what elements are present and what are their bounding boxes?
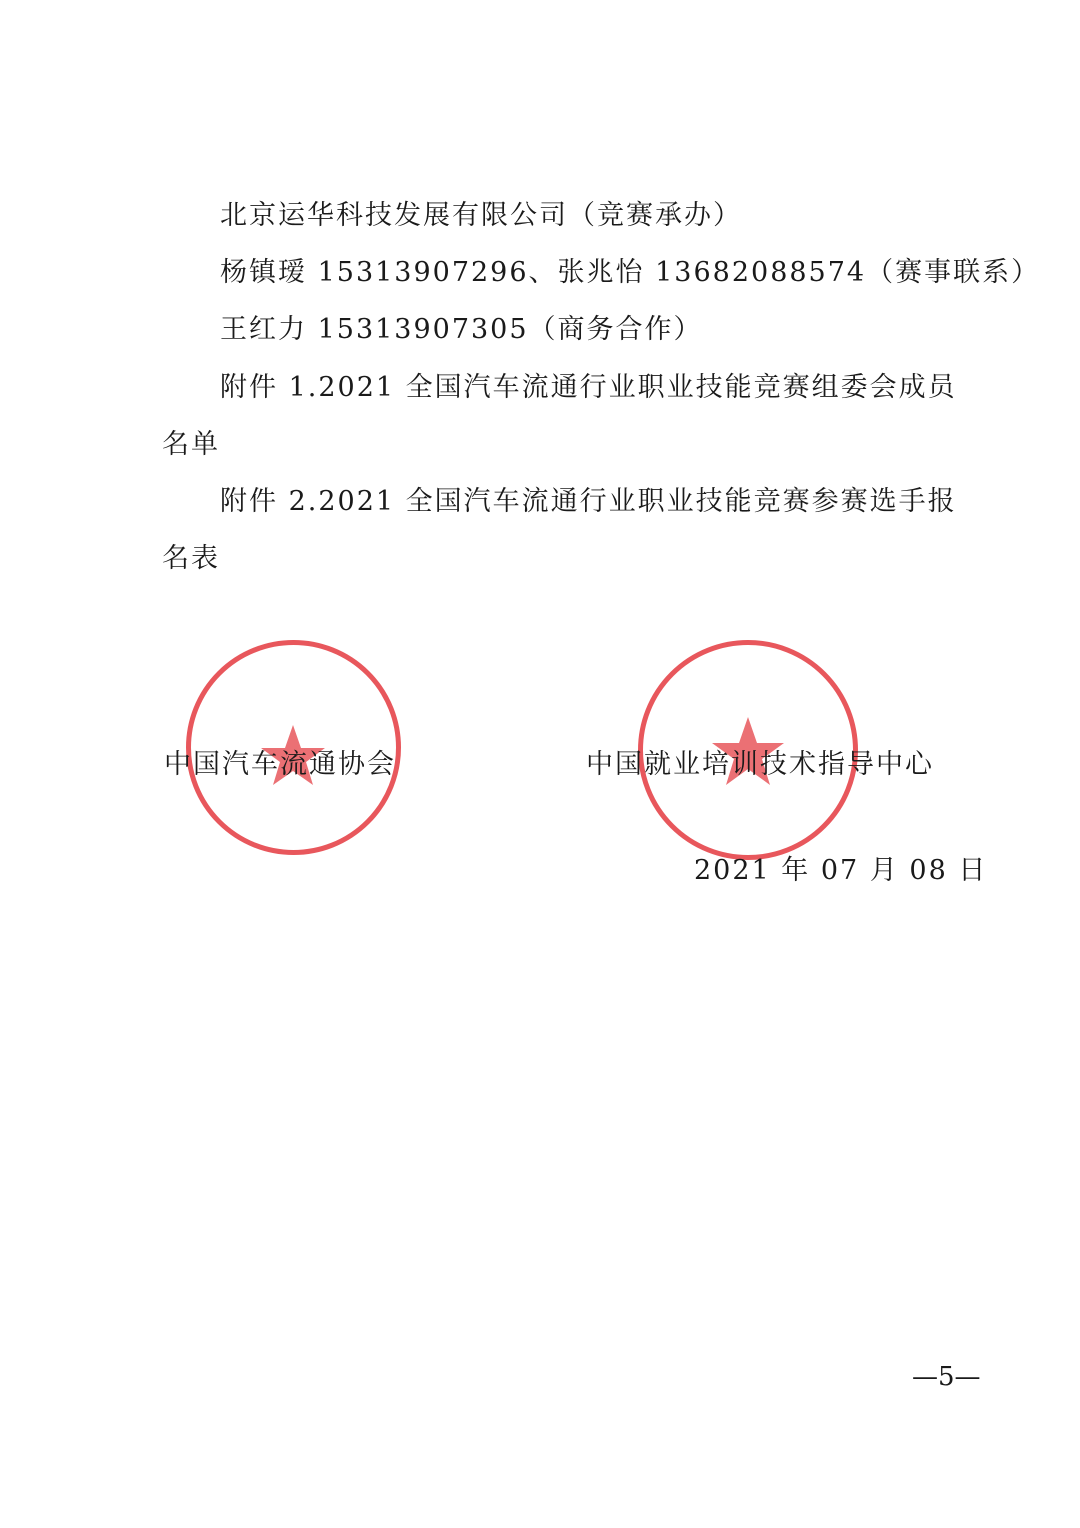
organizer-line: 北京运华科技发展有限公司（竞赛承办） xyxy=(220,200,742,231)
page-number: —5— xyxy=(912,1362,981,1392)
contact-line: 杨镇瑷 15313907296、张兆怡 13682088574（赛事联系） xyxy=(220,257,1041,288)
attachment-1-cont: 名单 xyxy=(162,429,220,460)
signature-left: 中国汽车流通协会 xyxy=(164,749,396,780)
attachment-1: 附件 1.2021 全国汽车流通行业职业技能竞赛组委会成员 xyxy=(220,372,957,403)
attachment-2: 附件 2.2021 全国汽车流通行业职业技能竞赛参赛选手报 xyxy=(220,486,957,517)
signature-right: 中国就业培训技术指导中心 xyxy=(586,749,934,780)
date: 2021 年 07 月 08 日 xyxy=(694,855,988,886)
business-line: 王红力 15313907305（商务合作） xyxy=(220,314,703,345)
attachment-2-cont: 名表 xyxy=(162,543,220,574)
